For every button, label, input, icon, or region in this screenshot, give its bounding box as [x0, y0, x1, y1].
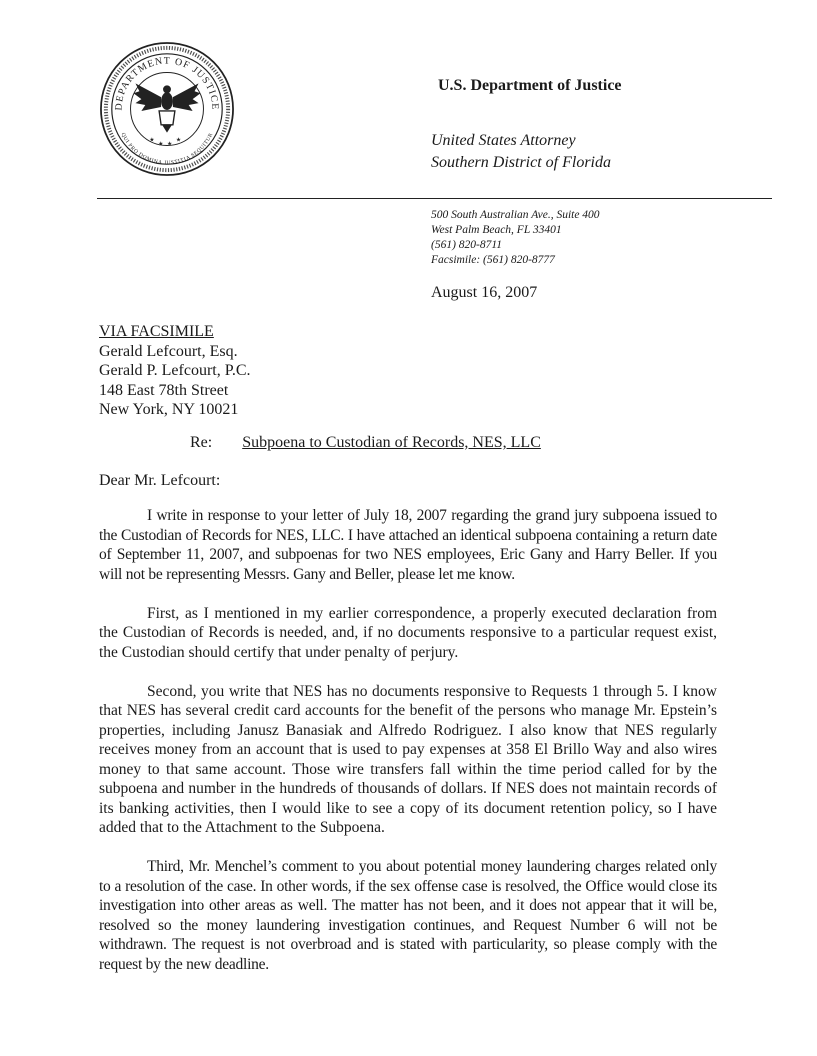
recipient-line: 148 East 78th Street — [99, 381, 229, 399]
letter-date: August 16, 2007 — [431, 284, 538, 301]
svg-text:★: ★ — [149, 137, 155, 144]
body-paragraph: Third, Mr. Menchel’s comment to you about potential money laundering charges related only to a resolution of the case. In other words, if the sex offense case is resolved, the Office would close its investigation into other areas as well. The matter has not been, and it does not appear that it will be, resolved so the money laundering investigation continues, and Request Number 6 will not be withdrawn. The request is not overbroad and is stated with particularity, so please comply with the request by the new deadline. — [99, 858, 717, 973]
office-district: Southern District of Florida — [431, 154, 611, 171]
address-fax: Facsimile: (561) 820-8777 — [431, 254, 555, 266]
salutation: Dear Mr. Lefcourt: — [99, 472, 221, 489]
seal-top-text: DEPARTMENT OF JUSTICE — [113, 55, 221, 111]
letterhead-divider — [97, 198, 772, 199]
re-label: Re: — [190, 434, 213, 451]
body-paragraph: Second, you write that NES has no documents responsive to Requests 1 through 5. I know that NES has several credit card accounts for the benefit of the persons who manage Mr. Epstein’s properties, including Janusz Banasiak and Alfredo Rodriguez. I also know that NES regularly receives money from an account that is used to pay expenses at 358 El Brillo Way and also wires money to that same account. Those wire transfers fall within the time period called for by the subpoena and number in the hundreds of thousands of dollars. If NES does not maintain records of its banking activities, then I would like to see a copy of its document retention policy, so I have added that to the Attachment to the Subpoena. — [99, 682, 717, 836]
letter-body — [99, 506, 717, 994]
doj-seal — [98, 40, 236, 178]
recipient-line: Gerald P. Lefcourt, P.C. — [99, 362, 251, 379]
delivery-method: VIA FACSIMILE — [99, 323, 214, 340]
address-line: 500 South Australian Ave., Suite 400 — [431, 209, 600, 221]
office-address — [431, 208, 600, 268]
body-paragraph: I write in response to your letter of July 18, 2007 regarding the grand jury subpoena issued to the Custodian of Records for NES, LLC. I have attached an identical subpoena containing a return date of September 11, 2007, and subpoenas for two NES employees, Eric Gany and Harry Beller. If you will not be representing Messrs. Gany and Beller, please let me know. — [99, 507, 717, 583]
subject-line — [190, 434, 541, 452]
address-line: West Palm Beach, FL 33401 — [431, 224, 562, 236]
svg-text:★: ★ — [158, 141, 164, 148]
seal-motto-text: QUI PRO DOMINA JUSTITIA SEQUITUR — [119, 131, 215, 167]
office-block — [431, 130, 611, 174]
svg-text:★: ★ — [175, 137, 182, 144]
office-title: United States Attorney — [431, 132, 576, 149]
recipient-line: Gerald Lefcourt, Esq. — [99, 342, 238, 360]
address-phone: (561) 820-8711 — [431, 239, 503, 251]
body-paragraph: First, as I mentioned in my earlier correspondence, a properly executed declaration from the Custodian of Records is needed, and, if no documents responsive to a particular request exist, the Custodian should certify that under penalty of perjury. — [99, 604, 717, 661]
recipient-line: New York, NY 10021 — [99, 401, 239, 418]
department-name: U.S. Department of Justice — [438, 77, 622, 94]
svg-text:★: ★ — [167, 141, 173, 148]
re-subject: Subpoena to Custodian of Records, NES, LLC — [242, 434, 541, 451]
recipient-block — [99, 322, 251, 420]
